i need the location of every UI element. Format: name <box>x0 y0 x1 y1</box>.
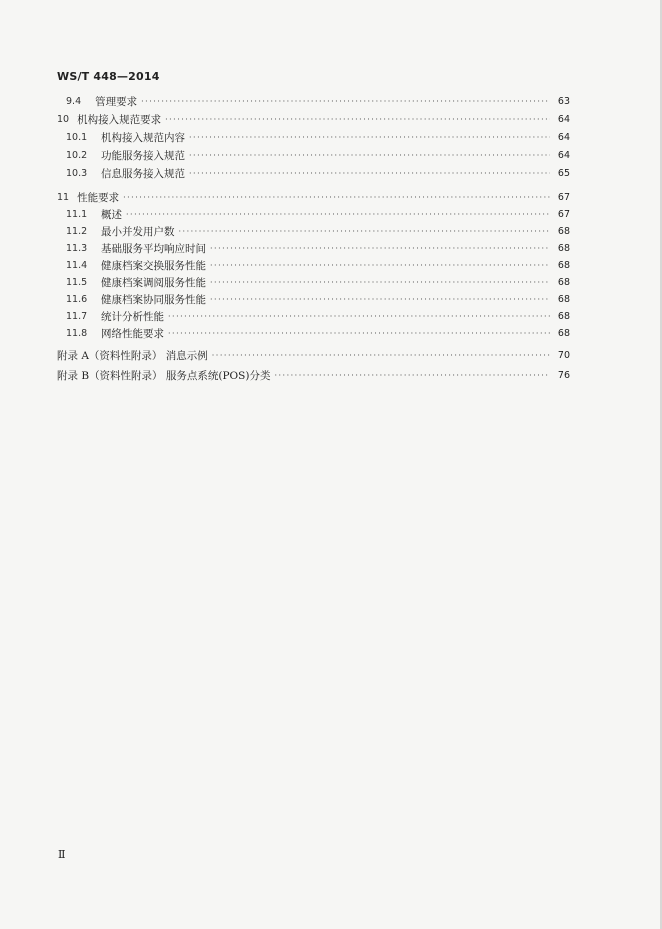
toc-entry-number: 11 <box>57 192 70 203</box>
toc-entry-page: 68 <box>557 260 570 271</box>
toc-entry-page: 76 <box>557 370 570 381</box>
toc-leader-dots <box>210 275 550 291</box>
toc-entry-number: 9.4 <box>66 96 82 107</box>
toc-entry-number: 11.6 <box>66 294 88 305</box>
toc-entry[interactable] <box>66 130 570 146</box>
toc-entry-title: 管理要求 <box>95 96 138 108</box>
toc-entry-title: 基础服务平均响应时间 <box>101 243 206 255</box>
toc-leader-dots <box>141 94 550 110</box>
toc-entry-number: 11.4 <box>66 260 88 271</box>
toc-leader-dots <box>212 348 550 364</box>
toc-entry-title: 概述 <box>101 209 122 221</box>
toc-entry-number: 10.1 <box>66 132 88 143</box>
toc-entry-title: 健康档案调阅服务性能 <box>101 277 206 289</box>
toc-entry[interactable] <box>66 207 570 223</box>
toc-entry-page: 64 <box>557 150 570 161</box>
toc-entry[interactable] <box>66 326 570 342</box>
toc-leader-dots <box>165 112 550 128</box>
toc-entry-number: 10.2 <box>66 150 88 161</box>
toc-entry-page: 68 <box>557 328 570 339</box>
toc-entry-title: 机构接入规范内容 <box>101 132 185 144</box>
toc-leader-dots <box>126 207 550 223</box>
toc-leader-dots <box>189 148 550 164</box>
toc-entry-title: 健康档案协同服务性能 <box>101 294 206 306</box>
toc-entry[interactable] <box>66 275 570 291</box>
toc-entry[interactable] <box>66 166 570 182</box>
toc-entry-page: 64 <box>557 132 570 143</box>
toc-leader-dots <box>189 166 550 182</box>
toc-entry-number: 11.3 <box>66 243 88 254</box>
toc-entry-title: 最小并发用户数 <box>101 226 175 238</box>
toc-entry-number: 附录 B <box>57 370 90 382</box>
toc-leader-dots <box>179 224 551 240</box>
toc-entry-title: 网络性能要求 <box>101 328 164 340</box>
toc-entry-number: 11.8 <box>66 328 88 339</box>
toc-entry-page: 68 <box>557 243 570 254</box>
toc-entry-page: 70 <box>557 350 570 361</box>
toc-entry[interactable] <box>66 258 570 274</box>
toc-entry[interactable] <box>66 309 570 325</box>
toc-leader-dots <box>210 292 550 308</box>
toc-leader-dots <box>210 258 550 274</box>
toc-entry-number: 10 <box>57 114 70 125</box>
toc-entry-number: 11.2 <box>66 226 88 237</box>
toc-entry[interactable] <box>57 348 570 364</box>
toc-entry-page: 67 <box>557 192 570 203</box>
toc-entry-number: 11.5 <box>66 277 88 288</box>
toc-leader-dots <box>123 190 550 206</box>
toc-entry-page: 67 <box>557 209 570 220</box>
toc-entry[interactable] <box>66 94 570 110</box>
toc-entry-page: 65 <box>557 168 570 179</box>
toc-entry-page: 68 <box>557 294 570 305</box>
standard-code-header: WS/T 448—2014 <box>57 70 160 83</box>
toc-entry-page: 68 <box>557 226 570 237</box>
toc-leader-dots <box>210 241 550 257</box>
toc-entry[interactable] <box>66 292 570 308</box>
toc-entry[interactable] <box>66 241 570 257</box>
toc-entry[interactable] <box>66 224 570 240</box>
toc-entry-page: 64 <box>557 114 570 125</box>
toc-entry-title: 机构接入规范要求 <box>77 114 162 126</box>
toc-entry-title: 统计分析性能 <box>101 311 164 323</box>
toc-leader-dots <box>189 130 550 146</box>
toc-leader-dots <box>168 309 550 325</box>
toc-entry[interactable] <box>57 368 570 384</box>
toc-entry-title: 功能服务接入规范 <box>101 150 185 162</box>
toc-leader-dots <box>168 326 550 342</box>
toc-entry-number: 11.1 <box>66 209 88 220</box>
toc-entry-number: 11.7 <box>66 311 88 322</box>
toc-entry-title: （资料性附录） 服务点系统(POS)分类 <box>89 370 271 382</box>
toc-entry-title: 健康档案交换服务性能 <box>101 260 206 272</box>
toc-entry[interactable] <box>57 190 570 206</box>
toc-entry[interactable] <box>66 148 570 164</box>
toc-entry[interactable] <box>57 112 570 128</box>
toc-entry-page: 68 <box>557 277 570 288</box>
toc-entry-title: 性能要求 <box>77 192 120 204</box>
page-number-roman: Ⅱ <box>58 848 66 861</box>
toc-entry-title: （资料性附录） 消息示例 <box>88 350 208 362</box>
toc-entry-page: 68 <box>557 311 570 322</box>
toc-entry-title: 信息服务接入规范 <box>101 168 185 180</box>
toc-entry-page: 63 <box>557 96 570 107</box>
toc-entry-number: 附录 A <box>57 350 89 362</box>
toc-entry-number: 10.3 <box>66 168 88 179</box>
toc-leader-dots <box>274 368 550 384</box>
